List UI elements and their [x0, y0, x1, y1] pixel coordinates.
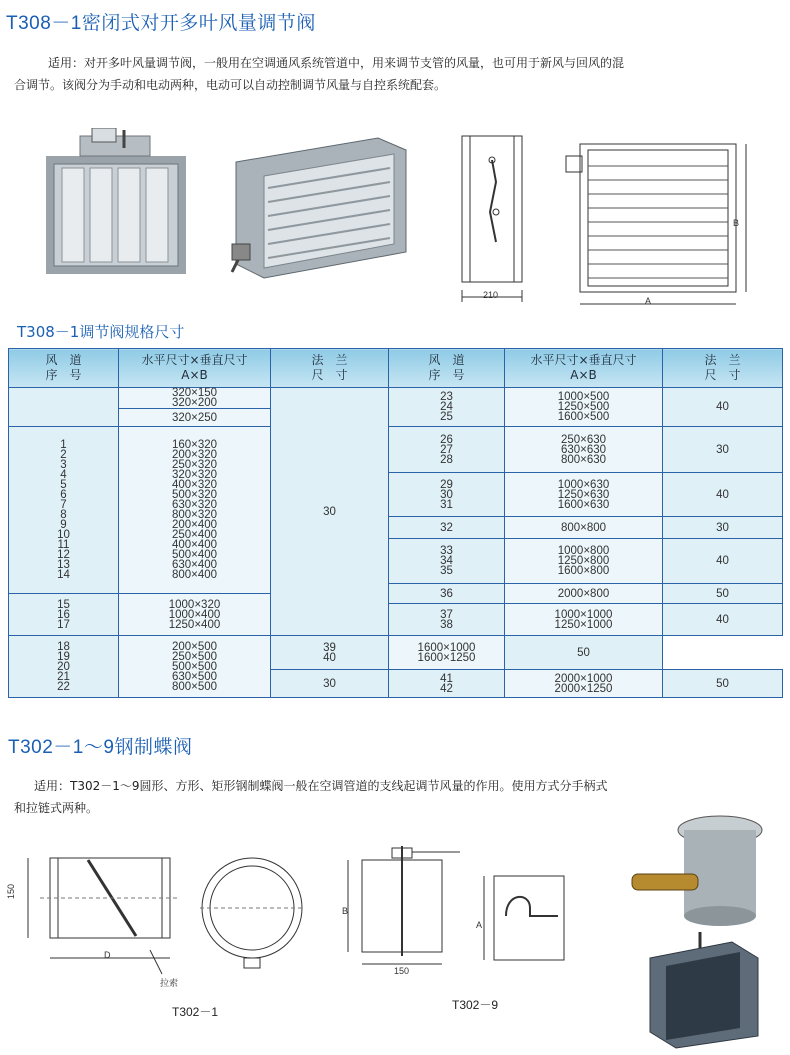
- left-flange-cell: 30: [271, 670, 389, 698]
- right-seq-cell: 41 42: [389, 670, 505, 698]
- header-size-left: 水平尺寸×垂直尺寸 A×B: [119, 349, 271, 388]
- right-flange-cell: 50: [663, 584, 783, 604]
- left-size-cell: 200×500 250×500 500×500 630×500 800×500: [119, 636, 271, 698]
- section2-desc-line2: 和拉链式两种。: [14, 801, 99, 815]
- dim-label-b-valve: B: [342, 906, 349, 916]
- left-size-cell: 160×320 200×320 250×320 320×320 400×320 500×320 630×320 800×320 200×400 250×400 400×400 500×400 630×400 800×400: [119, 427, 271, 594]
- right-seq-cell: 29 30 31: [389, 473, 505, 517]
- right-size-cell: 1000×500 1250×500 1600×500: [505, 388, 663, 427]
- section2-title: [8, 732, 192, 759]
- right-size-cell: 800×800: [505, 517, 663, 539]
- right-flange-cell: 40: [663, 473, 783, 517]
- header-seq-right: 风 道 序 号: [389, 349, 505, 388]
- right-size-cell: 250×630 630×630 800×630: [505, 427, 663, 473]
- section1-desc-line2: 合调节。该阀分为手动和电动两种，电动可以自动控制调节风量与自控系统配套。: [14, 78, 447, 92]
- left-seq-cell: [9, 388, 119, 427]
- section2-desc-line1: 适用：T302－1～9圆形、方形、矩形钢制蝶阀一般在空调管道的支线起调节风量的作用。使用方式分手柄式: [34, 779, 608, 793]
- table-title: T308－1调节阀规格尺寸: [17, 323, 185, 341]
- butterfly-valve-handle-drawing: [478, 872, 570, 968]
- header-flange-left: 法 兰 尺 寸: [271, 349, 389, 388]
- butterfly-valve-side-drawing: [10, 846, 190, 986]
- caption-t302-9: T302－9: [452, 998, 499, 1012]
- section1-desc-line1: 适用：对开多叶风量调节阀，一般用在空调通风系统管道中，用来调节支管的风量，也可用于新风与回风的混: [48, 56, 625, 70]
- dim-label-a: A: [645, 296, 652, 306]
- left-seq-cell: 15 16 17: [9, 594, 119, 636]
- right-size-cell: 2000×800: [505, 584, 663, 604]
- butterfly-valve-round-drawing: [190, 852, 314, 972]
- right-flange-cell: 40: [663, 539, 783, 584]
- right-seq-cell: 33 34 35: [389, 539, 505, 584]
- right-flange-cell: 30: [663, 517, 783, 539]
- left-size-cell: 320×250: [119, 409, 271, 427]
- header-seq-left: 风 道 序 号: [9, 349, 119, 388]
- table-header-row: [9, 349, 783, 388]
- damper-front-drawing: [562, 130, 758, 314]
- section1-title: [6, 8, 316, 35]
- dim-label-b: B: [733, 218, 740, 228]
- caption-t302-1: T302－1: [172, 1005, 219, 1019]
- right-flange-cell: 50: [505, 636, 663, 670]
- right-size-cell: 1000×800 1250×800 1600×800: [505, 539, 663, 584]
- dim-label-150-horizontal: 150: [394, 966, 410, 976]
- round-valve-photo: [630, 812, 770, 930]
- section1-title-text: 密闭式对开多叶风量调节阀: [81, 12, 316, 34]
- damper-photo-front: [40, 128, 195, 278]
- dim-label-210: 210: [483, 290, 499, 300]
- right-size-cell: 1000×1000 1250×1000: [505, 604, 663, 636]
- damper-photo-perspective: [228, 132, 410, 280]
- header-size-right: 水平尺寸×垂直尺寸 A×B: [505, 349, 663, 388]
- right-seq-cell: 39 40: [271, 636, 389, 670]
- right-size-cell: 1000×630 1250×630 1600×630: [505, 473, 663, 517]
- spec-table: [8, 348, 782, 708]
- left-size-cell: 1000×320 1000×400 1250×400: [119, 594, 271, 636]
- section1-title-code: T308－1: [6, 13, 82, 34]
- dim-label-a-valve: A: [476, 920, 483, 930]
- dim-label-150-vertical: 150: [6, 884, 16, 900]
- header-flange-right: 法 兰 尺 寸: [663, 349, 783, 388]
- damper-side-drawing: [456, 132, 528, 304]
- right-flange-cell: 40: [663, 604, 783, 636]
- right-seq-cell: 36: [389, 584, 505, 604]
- right-flange-cell: 50: [663, 670, 783, 698]
- butterfly-valve-square-drawing: [334, 838, 464, 978]
- right-seq-cell: 23 24 25: [389, 388, 505, 427]
- section2-title-code: T302－1～9: [8, 737, 115, 758]
- left-flange-cell: 30: [271, 388, 389, 636]
- right-size-cell: 1600×1000 1600×1250: [389, 636, 505, 670]
- left-seq-cell: 18 19 20 21 22: [9, 636, 119, 698]
- square-valve-photo: [640, 928, 764, 1050]
- cable-label: 拉索: [160, 978, 179, 988]
- section2-title-text: 钢制蝶阀: [114, 736, 193, 758]
- right-seq-cell: 37 38: [389, 604, 505, 636]
- right-flange-cell: 40: [663, 388, 783, 427]
- right-seq-cell: 32: [389, 517, 505, 539]
- right-flange-cell: 30: [663, 427, 783, 473]
- left-seq-cell: 1 2 3 4 5 6 7 8 9 10 11 12 13 14: [9, 427, 119, 594]
- dim-label-d: D: [104, 950, 111, 960]
- left-size-cell: 320×150 320×200: [119, 388, 271, 409]
- right-seq-cell: 26 27 28: [389, 427, 505, 473]
- right-size-cell: 2000×1000 2000×1250: [505, 670, 663, 698]
